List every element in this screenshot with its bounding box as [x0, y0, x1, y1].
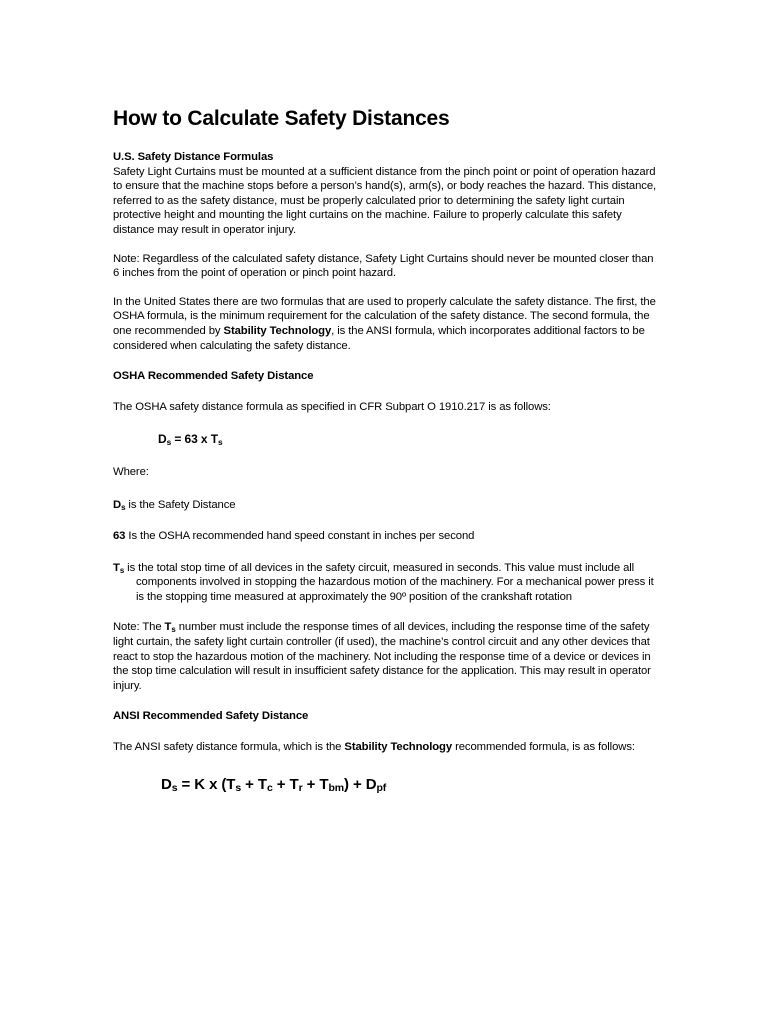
formulas-intro-text-2: , is the ANSI formula, which incorporates additional factors to be considered when calculating the safety distance. — [113, 324, 645, 352]
formula-part: + T — [302, 775, 329, 793]
definition-subscript: s — [119, 565, 125, 575]
company-name: Stability Technology — [223, 324, 332, 337]
formulas-intro-text-1: In the United States there are two formulas that are used to properly calculate the safety distance. The first, the OSHA formula, is the minimum requirement for the calculation of the safety distance. The second formula, the one recommended by — [113, 295, 656, 337]
note-prefix: Note: The — [113, 621, 165, 634]
definition-ds — [113, 498, 658, 513]
formula-part: ) + D — [344, 775, 377, 793]
formula-subscript: c — [266, 781, 273, 794]
definition-text: is the total stop time of all devices in the safety circuit, measured in seconds. This value must include all components involved in stopping the hazardous motion of the machinery. For a mechanical power press it is the stopping time measured at approximately the 90º position of the crankshaft rotation — [124, 561, 654, 603]
definition-symbol: T — [113, 561, 120, 574]
response-time-note — [113, 620, 658, 693]
osha-formula — [158, 432, 658, 447]
company-name: Stability Technology — [344, 741, 453, 754]
formula-part: = K x (T — [177, 775, 236, 793]
ansi-intro-text-1: The ANSI safety distance formula, which is the — [113, 741, 345, 754]
definition-subscript: s — [121, 502, 126, 512]
definition-ts — [113, 561, 658, 605]
formula-subscript: s — [235, 781, 242, 794]
formula-subscript: bm — [328, 781, 344, 794]
mounting-note: Note: Regardless of the calculated safety distance, Safety Light Curtains should never be mounted closer than 6 inches from the point of operation or pinch point hazard. — [113, 252, 654, 280]
formula-part: + T — [272, 775, 299, 793]
formula-subscript: pf — [376, 781, 387, 794]
note-text: number must include the response times of all devices, including the response time of the safety light curtain, the safety light curtain controller (if used), the machine’s control circuit and any other devices that react to stop the hazardous motion of the machinery. Not including the response time of a device or devices in the stop time calculation will result in insufficient safety distance for the application. This may result in operator injury. — [113, 621, 651, 692]
note-subscript: s — [171, 625, 176, 635]
ansi-intro-text-2: recommended formula, is as follows: — [452, 741, 635, 754]
us-section-body: Safety Light Curtains must be mounted at a sufficient distance from the pinch point or point of operation hazard to ensure that the machine stops before a person’s hand(s), arm(s), or body reaches the hazard. This distance, referred to as the safety distance, must be properly calculated prior to determining the safety light curtain protective height and mounting the light curtains on the machine. Failure to properly calculate this safety distance may result in operator injury. — [113, 165, 657, 236]
formula-subscript: s — [171, 781, 178, 794]
definition-symbol: D — [113, 498, 122, 511]
definition-symbol: 63 — [113, 530, 126, 543]
page-title: How to Calculate Safety Distances — [113, 107, 450, 130]
formula-ds-symbol: D — [158, 432, 167, 447]
formula-part: + T — [241, 775, 267, 793]
osha-intro: The OSHA safety distance formula as specified in CFR Subpart O 1910.217 is as follows: — [113, 400, 551, 413]
ansi-section-heading: ANSI Recommended Safety Distance — [113, 710, 309, 723]
definition-text: Is the OSHA recommended hand speed constant in inches per second — [125, 530, 475, 543]
formula-equation: = 63 x T — [171, 432, 218, 447]
where-label: Where: — [113, 465, 149, 478]
osha-section-heading: OSHA Recommended Safety Distance — [113, 370, 314, 383]
formula-ds-subscript: s — [166, 437, 172, 448]
ansi-formula — [161, 775, 658, 795]
document-body — [113, 104, 658, 795]
ansi-intro — [113, 740, 658, 755]
formula-ts-subscript: s — [217, 437, 223, 448]
definition-text: is the Safety Distance — [125, 498, 236, 511]
definition-63 — [113, 529, 658, 544]
formula-subscript: r — [298, 781, 303, 794]
formula-part: D — [161, 775, 172, 793]
formulas-intro — [113, 295, 658, 353]
note-symbol: T — [164, 621, 172, 634]
us-section-heading: U.S. Safety Distance Formulas — [113, 151, 274, 163]
